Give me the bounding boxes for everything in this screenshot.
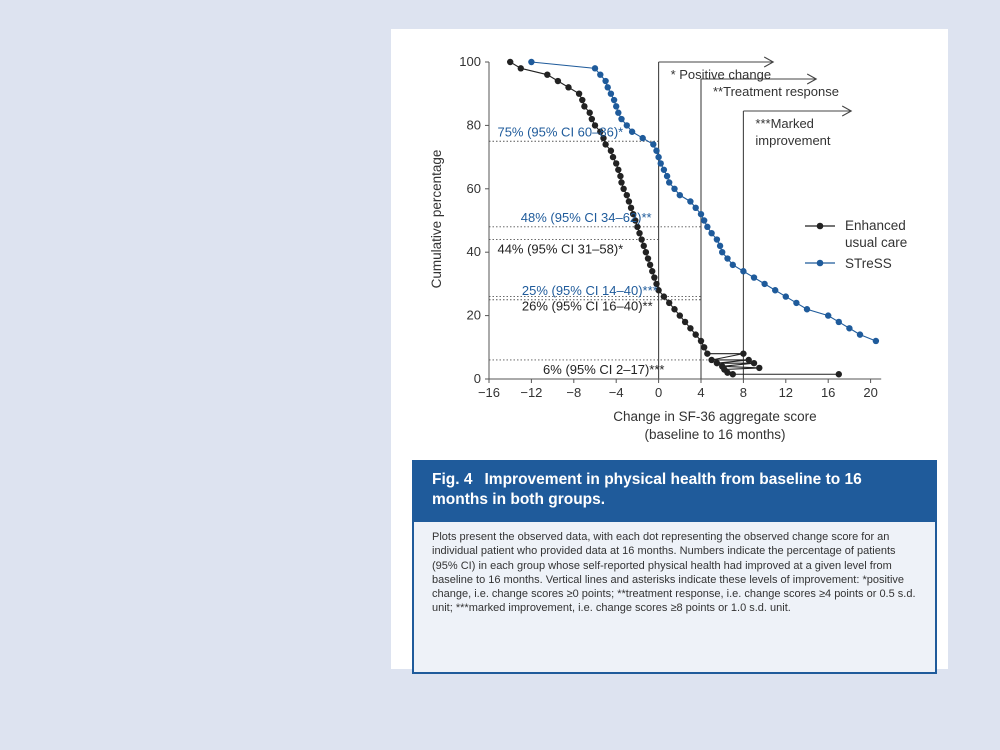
data-point-enhanced [756,365,762,371]
data-point-enhanced [701,344,707,350]
data-point-stress [677,192,683,198]
data-point-enhanced [602,141,608,147]
data-point-enhanced [615,167,621,173]
data-point-stress [793,300,799,306]
data-point-enhanced [610,154,616,160]
data-point-enhanced [661,293,667,299]
data-point-stress [655,154,661,160]
caption-box [412,460,937,674]
data-point-enhanced [671,306,677,312]
data-point-stress [740,268,746,274]
data-point-stress [640,135,646,141]
data-point-stress [873,338,879,344]
data-point-stress [693,205,699,211]
annotation-layer [497,67,839,377]
x-tick-label: 12 [778,385,794,400]
reference-label: improvement [755,133,831,148]
reference-label: ***Marked [755,116,814,131]
data-point-stress [701,217,707,223]
x-tick-label: 8 [739,385,748,400]
legend-label: STreSS [845,256,892,271]
data-point-stress [608,91,614,97]
data-point-stress [724,255,730,261]
data-point-enhanced [643,249,649,255]
y-axis-label: Cumulative percentage [429,149,444,289]
y-tick-label: 60 [466,180,481,196]
data-point-stress [605,84,611,90]
data-point-enhanced [751,360,757,366]
data-point-stress [611,97,617,103]
data-point-enhanced [608,148,614,154]
x-tick-label: −4 [608,385,624,400]
data-point-enhanced [704,350,710,356]
caption-body: Plots present the observed data, with each dot representing the observed change score for an individual patient who provided data at 16 months. Numbers indicate the percentage of patients (95% CI) in each group whose self-reported physical health had improved at a given level from baseline to 16 months. Vertical lines and asterisks indicate these levels of improvement: *positive change, i.e. change scores ≥0 points; **treatment response, i.e. change scores ≥4 points or 0.5 s.d. unit; ***marked improvement, i.e. change scores ≥8 points or 1.0 s.d. unit. [432,531,916,615]
data-point-enhanced [581,103,587,109]
data-point-enhanced [626,198,632,204]
data-point-enhanced [587,110,593,116]
data-point-stress [804,306,810,312]
data-point-enhanced [651,274,657,280]
data-point-enhanced [641,243,647,249]
data-point-stress [717,243,723,249]
data-point-stress [650,141,656,147]
data-point-stress [602,78,608,84]
annotation-label: 25% (95% CI 14–40)*** [521,282,658,298]
data-point-enhanced [576,91,582,97]
data-point-stress [719,249,725,255]
data-point-enhanced [565,84,571,90]
x-tick-label: 4 [697,385,705,400]
x-axis-label: Change in SF-36 aggregate score [613,409,817,424]
data-point-stress [618,116,624,122]
data-point-stress [597,71,603,77]
data-point-stress [661,167,667,173]
legend-swatch-dot [817,223,824,230]
data-point-enhanced [677,312,683,318]
data-point-stress [671,186,677,192]
data-point-enhanced [730,371,736,377]
data-point-enhanced [740,350,746,356]
data-point-stress [528,59,534,65]
y-tick-label: 40 [466,244,481,260]
data-point-stress [698,211,704,217]
data-point-enhanced [544,71,550,77]
legend [805,218,907,271]
data-point-stress [708,230,714,236]
legend-label: Enhanced [845,218,906,233]
data-point-stress [751,274,757,280]
x-tick-label: 0 [654,385,663,400]
data-point-stress [592,65,598,71]
figure-panel [391,29,948,669]
annotation-label: 75% (95% CI 60–86)* [497,124,624,140]
data-point-enhanced [579,97,585,103]
data-point-stress [687,198,693,204]
data-point-enhanced [647,262,653,268]
x-tick-label: −12 [520,385,543,400]
data-point-stress [664,173,670,179]
data-point-enhanced [636,230,642,236]
x-tick-label: −8 [566,385,582,400]
annotation-label: 44% (95% CI 31–58)* [497,241,624,257]
data-point-enhanced [836,371,842,377]
data-point-stress [714,236,720,242]
x-tick-label: 20 [863,385,878,400]
data-point-stress [857,331,863,337]
data-point-enhanced [693,331,699,337]
x-axis-label-line2: (baseline to 16 months) [644,427,786,442]
data-point-enhanced [649,268,655,274]
data-point-stress [629,129,635,135]
caption-header [414,462,935,522]
data-point-stress [624,122,630,128]
y-tick-label: 0 [473,371,481,386]
y-tick-label: 20 [466,307,481,323]
data-point-stress [761,281,767,287]
legend-swatch-dot [817,260,824,267]
data-point-enhanced [617,173,623,179]
data-point-enhanced [518,65,524,71]
x-tick-label: −16 [477,385,501,400]
x-tick-label: 16 [820,385,836,400]
data-point-enhanced [666,300,672,306]
data-point-enhanced [620,186,626,192]
data-point-enhanced [618,179,624,185]
data-point-enhanced [624,192,630,198]
reference-label: **Treatment response [713,84,839,99]
chart [391,29,948,460]
data-point-enhanced [507,59,513,65]
y-tick-label: 100 [459,54,481,69]
figure-number: Fig. 4 [432,471,473,488]
data-point-stress [846,325,852,331]
data-point-stress [613,103,619,109]
annotation-label: 6% (95% CI 2–17)*** [543,361,665,377]
data-point-enhanced [645,255,651,261]
data-point-stress [730,262,736,268]
data-point-stress [825,312,831,318]
data-point-stress [836,319,842,325]
caption-title: Improvement in physical health from baseline to 16 months in both groups. [432,471,862,508]
data-point-enhanced [589,116,595,122]
legend-label-line2: usual care [845,235,908,250]
data-point-stress [783,293,789,299]
data-point-stress [666,179,672,185]
y-tick-label: 80 [466,117,481,133]
data-point-enhanced [687,325,693,331]
annotation-label: 26% (95% CI 16–40)** [521,298,653,314]
annotation-label: 48% (95% CI 34–62)** [520,209,652,225]
data-point-stress [653,148,659,154]
reference-label: * Positive change [670,67,772,82]
data-point-enhanced [638,236,644,242]
data-point-stress [704,224,710,230]
data-point-enhanced [613,160,619,166]
data-point-enhanced [698,338,704,344]
data-point-stress [658,160,664,166]
data-point-stress [615,110,621,116]
data-point-stress [772,287,778,293]
data-point-enhanced [682,319,688,325]
data-point-enhanced [555,78,561,84]
